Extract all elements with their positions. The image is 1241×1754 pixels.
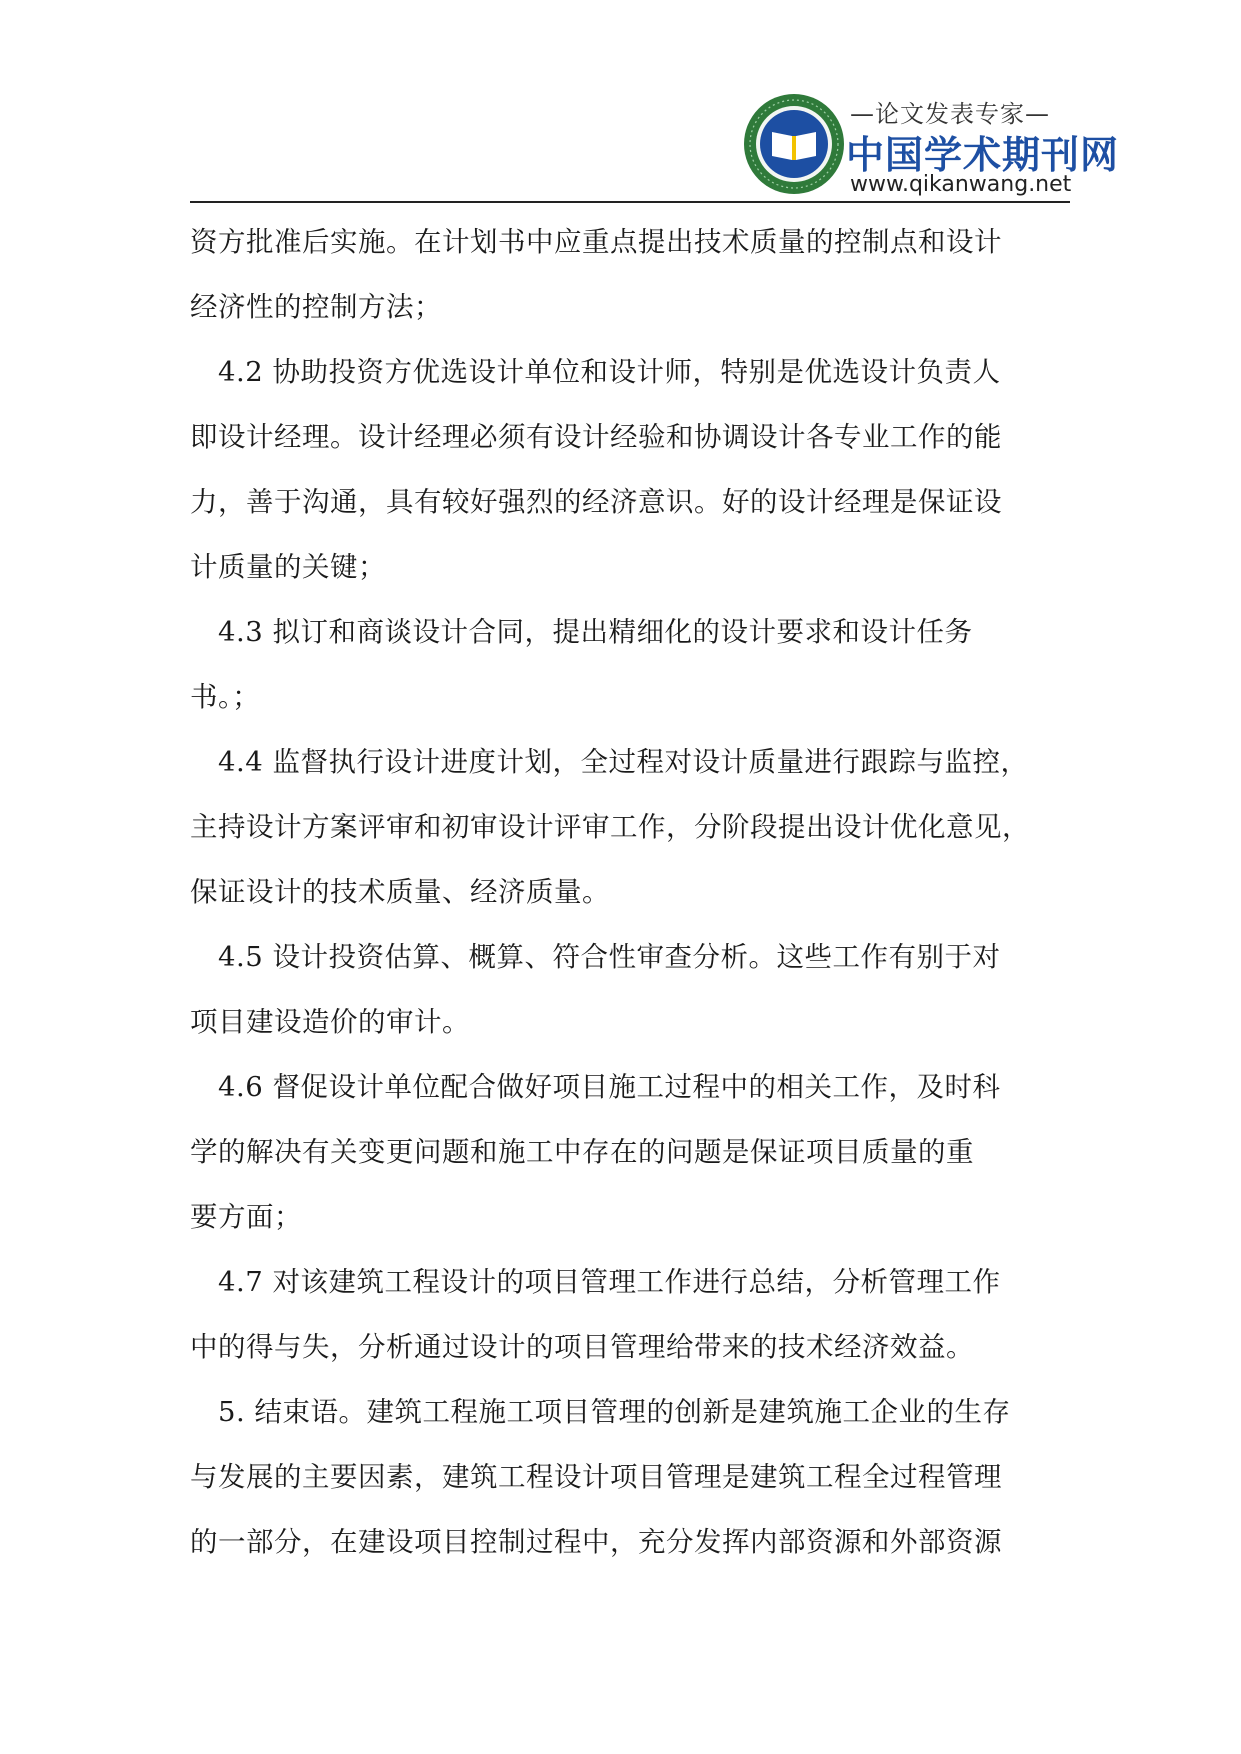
seal-logo-icon [742,92,846,196]
document-body [190,210,1070,1575]
text-line-item-4-3: 4.3 拟订和商谈设计合同，提出精细化的设计要求和设计任务 [218,616,973,648]
text-line: 资方批准后实施。在计划书中应重点提出技术质量的控制点和设计 [190,226,1002,258]
text-line: 与发展的主要因素，建筑工程设计项目管理是建筑工程全过程管理 [190,1461,1002,1493]
logo-slogan: —论文发表专家— [850,100,1050,128]
logo-url[interactable]: www.qikanwang.net [850,172,1072,197]
text-line: 计质量的关键； [190,551,386,583]
text-line: 的一部分，在建设项目控制过程中，充分发挥内部资源和外部资源 [190,1526,1002,1558]
text-line-item-4-6: 4.6 督促设计单位配合做好项目施工过程中的相关工作，及时科 [218,1071,1001,1103]
text-line: 保证设计的技术质量、经济质量。 [190,876,610,908]
text-line: 书。； [190,681,261,713]
book-icon [772,132,816,160]
text-line: 项目建设造价的审计。 [190,1006,470,1038]
text-line: 要方面； [190,1201,302,1233]
text-line: 学的解决有关变更问题和施工中存在的问题是保证项目质量的重 [190,1136,974,1168]
header-divider [190,201,1070,203]
text-line: 经济性的控制方法； [190,291,442,323]
text-line-item-4-7: 4.7 对该建筑工程设计的项目管理工作进行总结，分析管理工作 [218,1266,1001,1298]
text-line: 中的得与失，分析通过设计的项目管理给带来的技术经济效益。 [190,1331,974,1363]
text-line: 主持设计方案评审和初审设计评审工作，分阶段提出设计优化意见， [190,811,1030,843]
site-logo[interactable] [742,92,1120,200]
text-line-item-4-4: 4.4 监督执行设计进度计划，全过程对设计质量进行跟踪与监控， [218,746,1029,778]
text-line: 力，善于沟通，具有较好强烈的经济意识。好的设计经理是保证设 [190,486,1002,518]
page-header [0,0,1241,205]
logo-name: 中国学术期刊网 [846,133,1120,177]
text-line-item-4-2: 4.2 协助投资方优选设计单位和设计师，特别是优选设计负责人 [218,356,1001,388]
text-line: 即设计经理。设计经理必须有设计经验和协调设计各专业工作的能 [190,421,1002,453]
text-line-conclusion: 5. 结束语。建筑工程施工项目管理的创新是建筑施工企业的生存 [218,1396,1011,1428]
text-line-item-4-5: 4.5 设计投资估算、概算、符合性审查分析。这些工作有别于对 [218,941,1001,973]
